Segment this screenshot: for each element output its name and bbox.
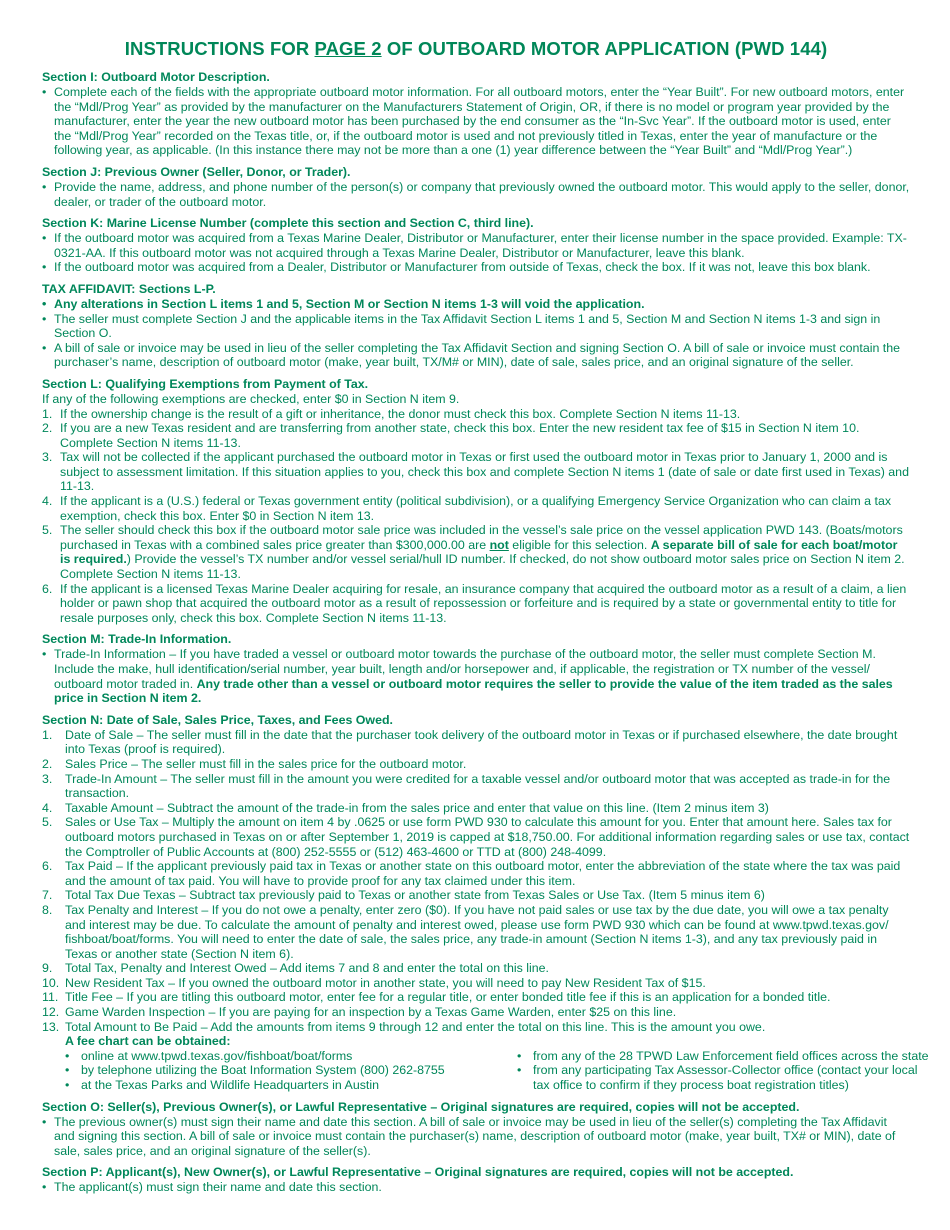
tax-affidavit-heading: TAX AFFIDAVIT: Sections L-P. (42, 281, 216, 296)
section-n-item: 10. New Resident Tax – If you owned the outboard motor in another state, you will need to pay New Resident Tax of $15. (42, 975, 706, 990)
section-o (42, 1100, 910, 1159)
tax-affidavit (42, 282, 910, 370)
tax-affidavit-item: • The seller must complete Section J and the applicable items in the Tax Affidavit Section L items 1 and 5, Section M and Section N items 1-3 and sign in Section O. (42, 312, 910, 341)
trade-in-notice: Any trade other than a vessel or outboard motor requires the seller to provide the value of the item traded as the sales price in Section N item 2. (54, 676, 893, 706)
section-l-item: 1. If the ownership change is the result of a gift or inheritance, the donor must check this box. Complete Section N items 11-13. (42, 406, 741, 421)
section-i-item: • Complete each of the fields with the appropriate outboard motor information. For all outboard motors, enter the “Year Built”. For new outboard motors, enter the “Mdl/Prog Year” as provided by the manufacturer on the Manufacturers Statement of Origin, OR, if there is no model or program year provided by the manufacturer, enter the year the new outboard motor has been purchased by the end consumer as the “In-Svc Year”. If the outboard motor is used, enter the “Mdl/Prog Year” recorded on the Texas title, or, if the outboard motor is used and not previously titled in Texas, enter the year of manufacture or the following year, as applicable. (In this instance there may not be more than a one (1) year difference between the “Year Built” and “Mdl/Prog Year”.) (42, 85, 910, 158)
fee-chart-heading: A fee chart can be obtained: (65, 1034, 231, 1049)
tax-affidavit-item: • A bill of sale or invoice may be used in lieu of the seller completing the Tax Affidavit Section and signing Section O. A bill of sale or invoice must contain the purchaser’s name, description of outboard motor (make, year built, TX/M# or MIN), date of sale, sales price, and an original signature of the seller. (42, 341, 910, 370)
section-l-intro: If any of the following exemptions are checked, enter $0 in Section N item 9. (42, 391, 460, 406)
section-l-item: 6. If the applicant is a licensed Texas Marine Dealer acquiring for resale, an insurance company that acquired the outboard motor as a result of a claim, a lien holder or pawn shop that acquired the outboard motor as a result of repossession or forfeiture and is required by a state or governmental entity to title for resale purposes only, check this box. Complete Section N items 11-13. (42, 581, 907, 625)
page-title-underlined: PAGE 2 (314, 38, 382, 59)
section-p-heading: Section P: Applicant(s), New Owner(s), or Lawful Representative – Original signatures are required, copies will not be accepted. (42, 1165, 794, 1180)
section-j (42, 165, 910, 209)
section-n-heading: Section N: Date of Sale, Sales Price, Taxes, and Fees Owed. (42, 712, 393, 727)
section-k-item: • If the outboard motor was acquired from a Dealer, Distributor or Manufacturer from outside of Texas, check the box. If it was not, leave this box blank. (42, 260, 910, 275)
section-m-item: • Trade-In Information – If you have traded a vessel or outboard motor towards the purchase of the outboard motor, the seller must complete Section M. Include the make, hull identification/serial number, year built, length and/or horsepower and, if applicable, the registration or TX number of the vessel/ outboard motor traded in. Any trade other than a vessel or outboard motor requires the seller to provide the value of the item traded as the sales price in Section N item 2. (42, 647, 910, 705)
fee-chart-sources (65, 1048, 929, 1093)
section-n-item: 6. Tax Paid – If the applicant previously paid tax in Texas or another state on this outboard motor, enter the abbreviation of the state where the tax was paid and the amount of tax paid. You will have to provide proof for any tax claimed under this item. (42, 859, 901, 888)
fee-source-item: • from any of the 28 TPWD Law Enforcement field offices across the state (517, 1049, 937, 1064)
section-l-item: 5. The seller should check this box if the outboard motor sale price was included in the vessel’s sale price on the vessel application PWD 143. (Boats/motors purchased in Texas with a combined sales price greater than $300,000.00 are not eligible for this selection. A separate bill of sale for each boat/motor is required.) Provide the vessel’s TX number and/or vessel serial/hull ID number. If checked, do not show outboard motor sales price on Section N item 2. Complete Section N items 11-13. (42, 523, 905, 582)
section-n-item: 2. Sales Price – The seller must fill in the sales price for the outboard motor. (42, 756, 467, 771)
section-n-item: 3. Trade-In Amount – The seller must fill in the amount you were credited for a taxable vessel and/or outboard motor that was accepted as trade-in for the transaction. (42, 771, 891, 801)
fee-source-item: • at the Texas Parks and Wildlife Headquarters in Austin (65, 1078, 517, 1093)
section-m (42, 632, 910, 705)
section-l (42, 377, 910, 626)
section-k-heading: Section K: Marine License Number (complete this section and Section C, third line). (42, 216, 534, 231)
section-i (42, 70, 910, 158)
not-emphasis: not (489, 537, 509, 552)
section-l-item: 4. If the applicant is a (U.S.) federal or Texas government entity (political subdivision), or a qualifying Emergency Service Organization who can claim a tax exemption, check this box. Enter $0 in Section N item 13. (42, 494, 892, 523)
section-k-item: • If the outboard motor was acquired from a Texas Marine Dealer, Distributor or Manufacturer, enter their license number in the space provided. Example: TX-0321-AA. If this outboard motor was not acquired through a Texas Marine Dealer, Distributor or Manufacturer, leave this blank. (42, 231, 910, 260)
section-l-item: 3. Tax will not be collected if the applicant purchased the outboard motor in Texas or first used the outboard motor in Texas prior to January 1, 2000 and is subject to assessment limitation. If this situation applies to you, check this box and complete Section N items 1 (date of sale or date first used in Texas) and 11-13. (42, 450, 909, 494)
fee-source-item: • online at www.tpwd.texas.gov/fishboat/boat/forms (65, 1049, 517, 1064)
page-title: INSTRUCTIONS FOR PAGE 2 OF OUTBOARD MOTOR APPLICATION (PWD 144) (124, 38, 828, 59)
fee-chart-left (65, 1049, 517, 1093)
section-o-item: • The previous owner(s) must sign their name and date this section. A bill of sale or invoice may be used in lieu of the seller(s) completing the Tax Affidavit and signing this section. A bill of sale or invoice must contain the purchaser(s) name, description of outboard motor (make, year built, TX# or MIN), date of sale, sales price, and an original signature of the seller(s). (42, 1115, 910, 1159)
section-k (42, 216, 910, 275)
section-n-item: 7. Total Tax Due Texas – Subtract tax previously paid to Texas or another state from Texas Sales or Use Tax. (Item 5 minus item 6) (42, 888, 765, 903)
section-n-item: 11. Title Fee – If you are titling this outboard motor, enter fee for a regular title, or enter bonded title fee if this is an application for a bonded title. (42, 990, 831, 1005)
section-n-item: 9. Total Tax, Penalty and Interest Owed – Add items 7 and 8 and enter the total on this line. (42, 961, 549, 976)
tax-affidavit-warning: • Any alterations in Section L items 1 and 5, Section M or Section N items 1-3 will void the application. (42, 297, 910, 312)
fee-source-item: • from any participating Tax Assessor-Collector office (contact your local tax office to confirm if they process boat registration titles) (517, 1063, 937, 1092)
section-p (42, 1165, 910, 1195)
section-j-heading: Section J: Previous Owner (Seller, Donor, or Trader). (42, 164, 351, 179)
fee-chart-right (517, 1049, 937, 1093)
section-n-item: 1. Date of Sale – The seller must fill in the date that the purchaser took delivery of the outboard motor in Texas or if purchased elsewhere, the date brought into Texas (proof is required). (42, 727, 898, 757)
section-m-heading: Section M: Trade-In Information. (42, 632, 232, 647)
section-n-item: 4. Taxable Amount – Subtract the amount of the trade-in from the sales price and enter that value on this line. (Item 2 minus item 3) (42, 800, 769, 815)
section-i-heading: Section I: Outboard Motor Description. (42, 70, 270, 84)
section-n-item: 5. Sales or Use Tax – Multiply the amount on item 4 by .0625 or use form PWD 930 to calculate this amount for you. Enter that amount here. Sales tax for outboard motors purchased in Texas on or after September 1, 2019 is capped at $18,750.00. For additional information regarding sales or use tax, contact the Comptroller of Public Accounts at (800) 252-5555 or (512) 463-4600 or TTD at (800) 248-4099. (42, 815, 910, 859)
section-n (42, 712, 929, 1093)
section-j-item: • Provide the name, address, and phone number of the person(s) or company that previously owned the outboard motor. This would apply to the seller, donor, dealer, or trader of the outboard motor. (42, 180, 910, 209)
section-o-heading: Section O: Seller(s), Previous Owner(s), or Lawful Representative – Original signatures are required, copies will not be accepted. (42, 1099, 800, 1114)
section-n-item: 8. Tax Penalty and Interest – If you do not owe a penalty, enter zero ($0). If you have not paid sales or use tax by the due date, you will owe a tax penalty and interest may be due. To calculate the amount of penalty and interest owed, please use form PWD 930 which can be found at www.tpwd.texas.gov/ fishboat/boat/forms. You will need to enter the date of sale, the sales price, any trade-in amount (Section N items 1-3), and any tax previously paid in Texas or another state (Section N item 6). (42, 902, 889, 961)
separate-bill-notice: A separate bill of sale for each boat/motor is required. (60, 537, 898, 567)
section-n-item: 13. Total Amount to Be Paid – Add the amounts from items 9 through 12 and enter the total on this line. This is the amount you owe. (42, 1019, 766, 1034)
section-l-heading: Section L: Qualifying Exemptions from Payment of Tax. (42, 376, 369, 391)
section-l-item: 2. If you are a new Texas resident and are transferring from another state, check this box. Enter the new resident tax fee of $15 in Section N item 10. Complete Section N items 11-13. (42, 421, 860, 450)
fee-source-item: • by telephone utilizing the Boat Information System (800) 262-8755 (65, 1063, 517, 1078)
section-n-item: 12. Game Warden Inspection – If you are paying for an inspection by a Texas Game Warden, enter $25 on this line. (42, 1005, 677, 1020)
section-p-item: • The applicant(s) must sign their name and date this section. (42, 1180, 910, 1195)
